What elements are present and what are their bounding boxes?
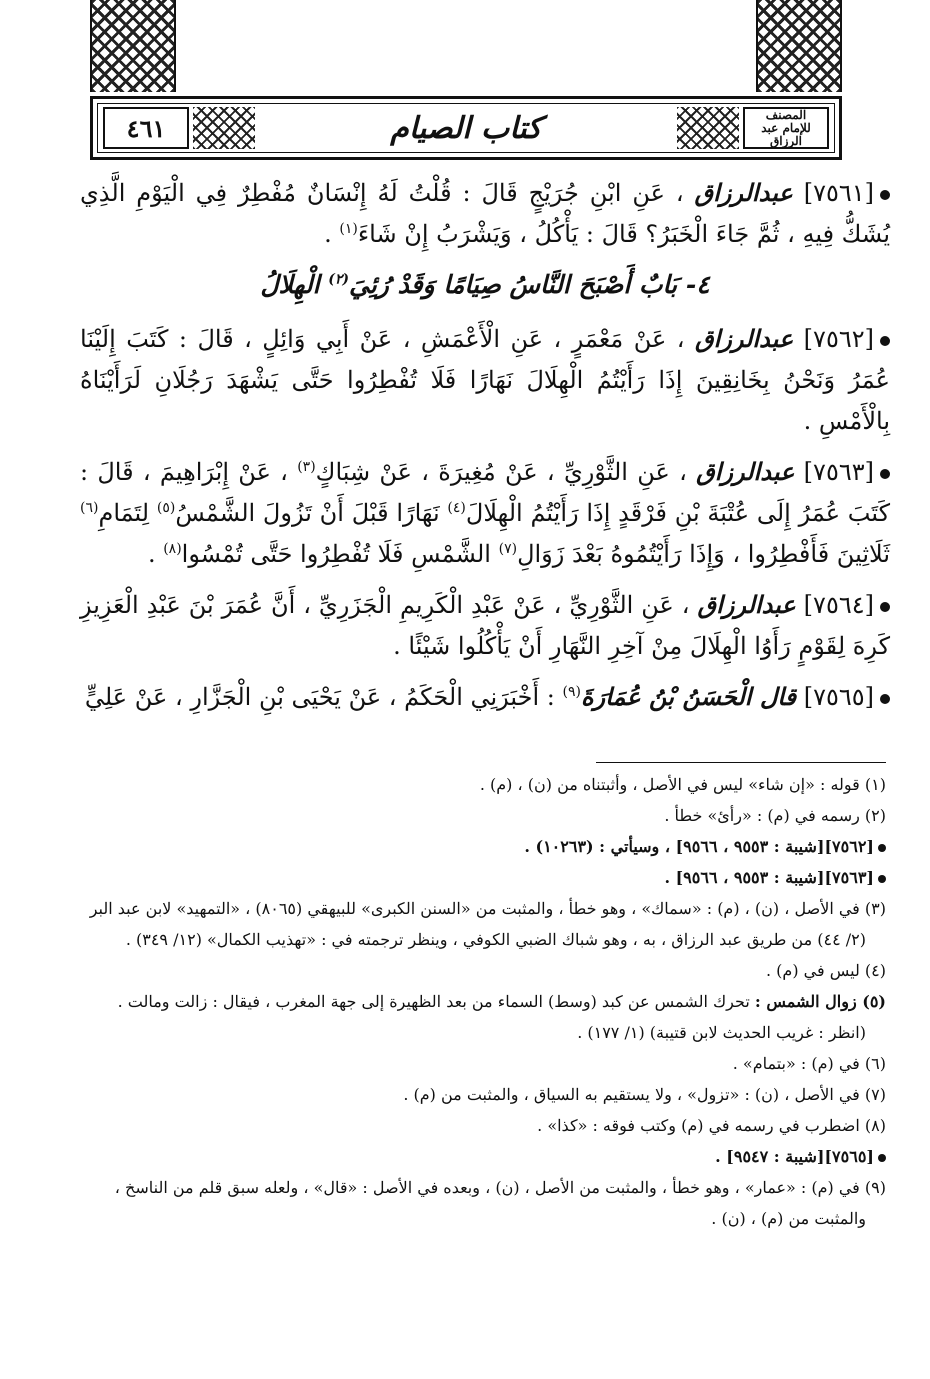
footnote-8: (٨) اضطرب في رسمه في (م) وكتب فوقه : «كذا» . xyxy=(537,1116,886,1135)
hadith-text: ، عَنِ الثَّوْرِيِّ ، عَنْ مُغِيرَةَ ، عَنْ شِبَاكٍ xyxy=(315,458,687,486)
reference-7563 xyxy=(86,862,886,893)
series-logo xyxy=(743,107,829,149)
ornament-column xyxy=(90,0,176,92)
hadith-author: عبدالرزاق xyxy=(696,457,795,486)
hadith-text-tail: . xyxy=(324,220,340,248)
hadith-number: [٧٥٦٤] xyxy=(803,591,874,619)
footnote-marker: (٦) xyxy=(80,500,99,516)
hadith-text: ، عَنْ إِبْرَاهِيمَ ، قَالَ : كَتَبَ عُمَرُ إِلَى عُتْبَةَ بْنِ فَرْقَدٍ إِذَا رَأَيْتُمُ الْهِلَالَ xyxy=(80,458,891,527)
hadith-text: ، عَنْ مَعْمَرٍ ، عَنِ الْأَعْمَشِ ، عَنْ أَبِي وَائِلٍ ، قَالَ : كَتَبَ إِلَيْنَا عُمَرُ وَنَحْنُ بِخَانِقِينَ إِذَا رَأَيْتُمُ الْهِلَالَ نَهَارًا فَلَا تُفْطِرُوا حَتَّى يَشْهَدَ رَجُلَانِ لَرَأَيْنَاهُ بِالْأَمْسِ . xyxy=(80,325,890,435)
footnote-term: (٥) زوال الشمس : xyxy=(754,992,886,1011)
hadith-author: قال الْحَسَنُ بْنُ عُمَارَةَ xyxy=(580,682,797,711)
footnote-5 xyxy=(86,986,886,1048)
footnotes xyxy=(86,762,886,1234)
footnote-9: (٩) في (م) : «عمار» ، وهو خطأ ، والمثبت من الأصل ، (ن) ، وبعده في الأصل : «قال» ، ولعله سبق قلم من الناسخ ، والمثبت من (م) ، (ن) . xyxy=(114,1178,886,1228)
reference-text: [٧٥٦٥][شيبة : ٩٥٤٧] . xyxy=(715,1147,874,1166)
series-title-line2: للإمام عبد الرزاق xyxy=(761,120,811,148)
chapter-heading-tail: الْهِلَالُ xyxy=(260,270,329,299)
footnote-marker: (٤) xyxy=(447,500,466,516)
page-header xyxy=(90,96,842,160)
ornament-column xyxy=(756,0,842,92)
bullet-icon xyxy=(878,875,886,883)
hadith-text: . xyxy=(147,540,164,568)
bullet-icon xyxy=(880,190,890,200)
footnote-4: (٤) ليس في (م) . xyxy=(766,961,886,980)
footnote-marker: (٣) xyxy=(297,459,316,475)
footnote-2: (٢) رسمه في (م) : «رأئ» خطأ . xyxy=(664,806,886,825)
hadith-text: ، عَنِ ابْنِ جُرَيْجٍ قَالَ : قُلْتُ لَهُ إِنْسَانٌ مُفْطِرٌ فِي الْيَوْمِ الَّذِي يُشَكُّ فِيهِ ، ثُمَّ جَاءَ الْخَبَرُ؟ قَالَ : يَأْكُلُ ، وَيَشْرَبُ إِنْ شَاءَ xyxy=(80,179,890,248)
reference-text: [٧٥٦٢][شيبة : ٩٥٥٣ ، ٩٥٦٦] ، وسيأتي : (١٠٢٦٣) . xyxy=(524,837,874,856)
series-title-line1: المصنف xyxy=(765,107,807,122)
footnote-marker: (١) xyxy=(339,221,358,237)
hadith-7563 xyxy=(80,451,890,575)
hadith-text: نَهَارًا قَبْلَ أَنْ تَزُولَ الشَّمْسُ xyxy=(175,499,448,527)
hadith-number: [٧٥٦٥] xyxy=(803,683,874,711)
bullet-icon xyxy=(880,336,890,346)
hadith-7565 xyxy=(80,676,890,718)
hadith-text: الشَّمْسِ فَلَا تُفْطِرُوا حَتَّى تُمْسُوا xyxy=(181,540,499,568)
footnote-3: (٣) في الأصل ، (ن) ، (م) : «سماك» ، وهو خطأ ، والمثبت من «السنن الكبرى» للبيهقي (٨٠٦٥) ، «التمهيد» لابن عبد البر (٢/ ٤٤) من طريق عبد الرزاق ، به ، وهو شباك الضبي الكوفي ، وينظر ترجمته في : «تهذيب الكمال» (١٢/ ٣٤٩) . xyxy=(89,899,886,949)
page-number: ٤٦١ xyxy=(126,113,166,143)
bullet-icon xyxy=(880,602,890,612)
top-ornament-band xyxy=(90,0,842,92)
hadith-text: : أَخْبَرَنِي الْحَكَمُ ، عَنْ يَحْيَى بْنِ الْجَزَّارِ ، عَنْ عَلِيٍّ xyxy=(84,683,563,711)
footnote-marker: (٩) xyxy=(562,684,581,700)
bullet-icon xyxy=(880,469,890,479)
footnote-marker: (٢) xyxy=(328,271,349,288)
footnote-marker: (٧) xyxy=(498,541,518,557)
reference-7565 xyxy=(86,1141,886,1172)
header-ornament-right xyxy=(677,107,739,149)
footnote-divider xyxy=(596,762,886,763)
footnote-1: (١) قوله : «إن شاء» ليس في الأصل ، وأثبتناه من (ن) ، (م) . xyxy=(479,775,886,794)
reference-7562 xyxy=(86,831,886,862)
footnote-text: تحرك الشمس عن كبد (وسط) السماء من بعد الظهيرة إلى جهة المغرب ، فيقال : زالت ومالت . (انظر : غريب الحديث لابن قتيبة) (١/ ١٧٧) . xyxy=(117,992,866,1042)
hadith-7562 xyxy=(80,318,890,442)
footnote-marker: (٥) xyxy=(156,500,176,516)
header-ornament-left xyxy=(193,107,255,149)
hadith-number: [٧٥٦٣] xyxy=(803,458,874,486)
hadith-text: لِتَمَامِ xyxy=(98,499,157,527)
chapter-heading xyxy=(80,264,890,305)
chapter-heading-text: ٤- بَابٌ أَصْبَحَ النَّاسُ صِيَامًا وَقَدْ رُئِيَ xyxy=(349,270,710,299)
bullet-icon xyxy=(878,844,886,852)
hadith-author: عبدالرزاق xyxy=(694,324,794,353)
page-number-box xyxy=(103,107,189,149)
reference-text: [٧٥٦٣][شيبة : ٩٥٥٣ ، ٩٥٦٦] . xyxy=(664,868,874,887)
main-text xyxy=(80,172,890,727)
hadith-number: [٧٥٦٢] xyxy=(803,325,874,353)
book-title: كتاب الصيام xyxy=(390,110,542,146)
footnote-6: (٦) في (م) : «بتمام» . xyxy=(732,1054,886,1073)
bullet-icon xyxy=(878,1154,886,1162)
hadith-number: [٧٥٦١] xyxy=(803,179,874,207)
bullet-icon xyxy=(880,694,890,704)
footnote-marker: (٨) xyxy=(163,541,182,557)
footnote-7: (٧) في الأصل ، (ن) : «تزول» ، ولا يستقيم به السياق ، والمثبت من (م) . xyxy=(403,1085,886,1104)
hadith-author: عبدالرزاق xyxy=(697,590,796,619)
hadith-7564 xyxy=(80,584,890,667)
hadith-7561 xyxy=(80,172,890,255)
hadith-text: ، عَنِ الثَّوْرِيِّ ، عَنْ عَبْدِ الْكَرِيمِ الْجَزَرِيِّ ، أَنَّ عُمَرَ بْنَ عَبْدِ الْعَزِيزِ كَرِهَ لِقَوْمٍ رَأَوُا الْهِلَالَ مِنْ آخِرِ النَّهَارِ أَنْ يَأْكُلُوا شَيْئًا . xyxy=(80,591,890,660)
hadith-author: عبدالرزاق xyxy=(694,178,793,207)
hadith-text: ثَلَاثِينَ فَأَفْطِرُوا ، وَإِذَا رَأَيْتُمُوهُ بَعْدَ زَوَالِ xyxy=(517,540,890,568)
